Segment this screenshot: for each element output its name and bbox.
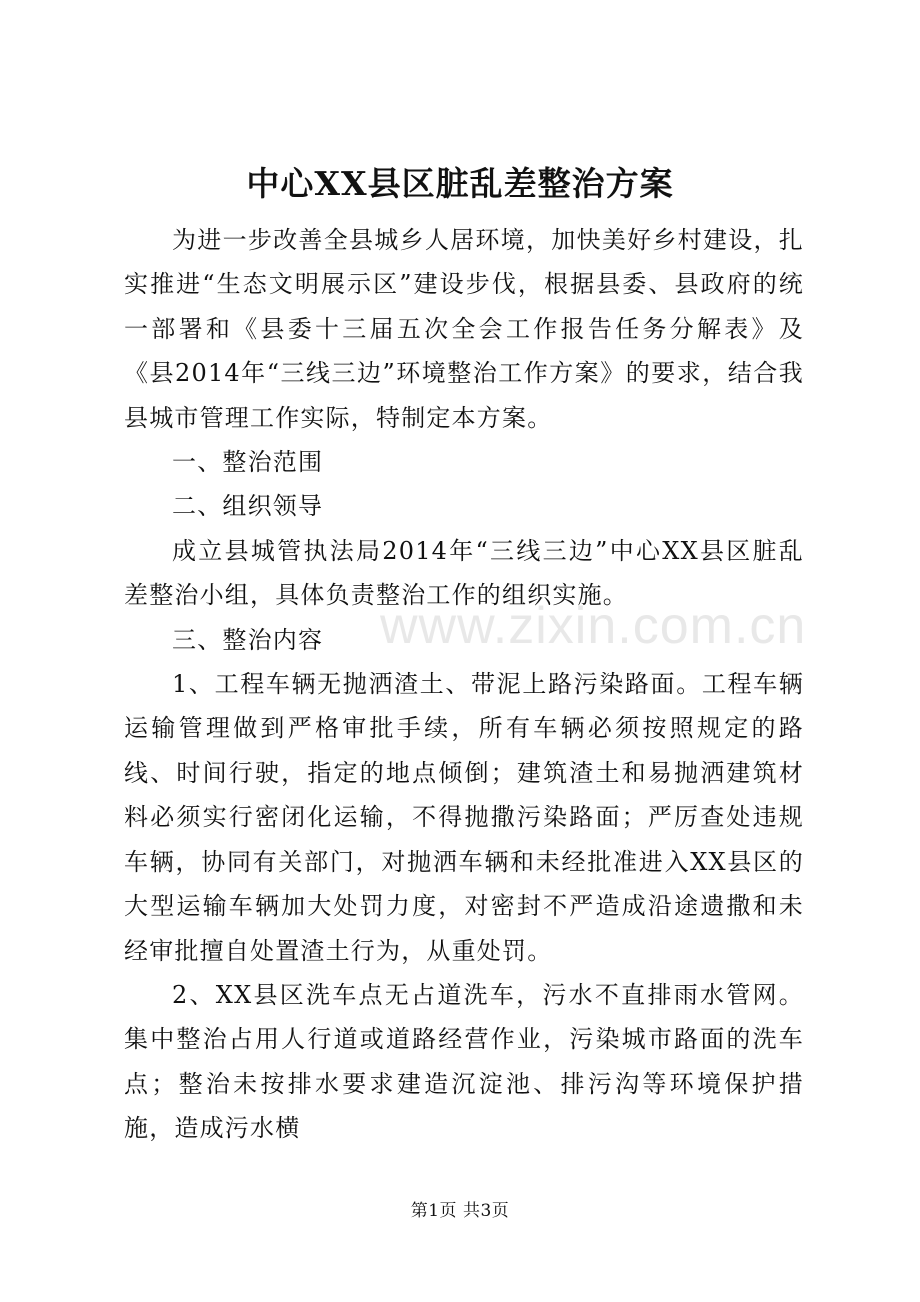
section-heading-scope: 一、整治范围 xyxy=(172,448,324,477)
watermark-text: www.zixin.com.cn xyxy=(380,597,807,655)
page-footer: 第1页 共3页 xyxy=(410,1201,510,1221)
document-body xyxy=(124,218,807,1151)
paragraph-item-1: 1、工程车辆无抛洒渣土、带泥上路污染路面。工程车辆运输管理做到严格审批手续，所有车辆必须按照规定的路线、时间行驶，指定的地点倾倒；建筑渣土和易抛洒建筑材料必须实行密闭化运输，不得抛撒污染路面；严厉查处违规车辆，协同有关部门，对抛洒车辆和未经批准进入XX县区的大型运输车辆加大处罚力度，对密封不严造成沿途遗撒和未经审批擅自处置渣土行为，从重处罚。 xyxy=(124,670,804,965)
section-heading-content: 三、整治内容 xyxy=(172,625,324,654)
document-title: 中心XX县区脏乱差整治方案 xyxy=(246,164,674,203)
paragraph-organization: 成立县城管执法局2014年“三线三边”中心XX县区脏乱差整治小组，具体负责整治工作的组织实施。 xyxy=(124,536,804,610)
paragraph-intro: 为进一步改善全县城乡人居环境，加快美好乡村建设，扎实推进“生态文明展示区”建设步伐，根据县委、县政府的统一部署和《县委十三届五次全会工作报告任务分解表》及《县2014年“三线三边”环境整治工作方案》的要求，结合我县城市管理工作实际，特制定本方案。 xyxy=(124,226,804,432)
paragraph-item-2: 2、XX县区洗车点无占道洗车，污水不直排雨水管网。集中整治占用人行道或道路经营作业，污染城市路面的洗车点；整治未按排水要求建造沉淀池、排污沟等环境保护措施，造成污水横 xyxy=(124,980,804,1143)
section-heading-organization: 二、组织领导 xyxy=(172,492,324,521)
